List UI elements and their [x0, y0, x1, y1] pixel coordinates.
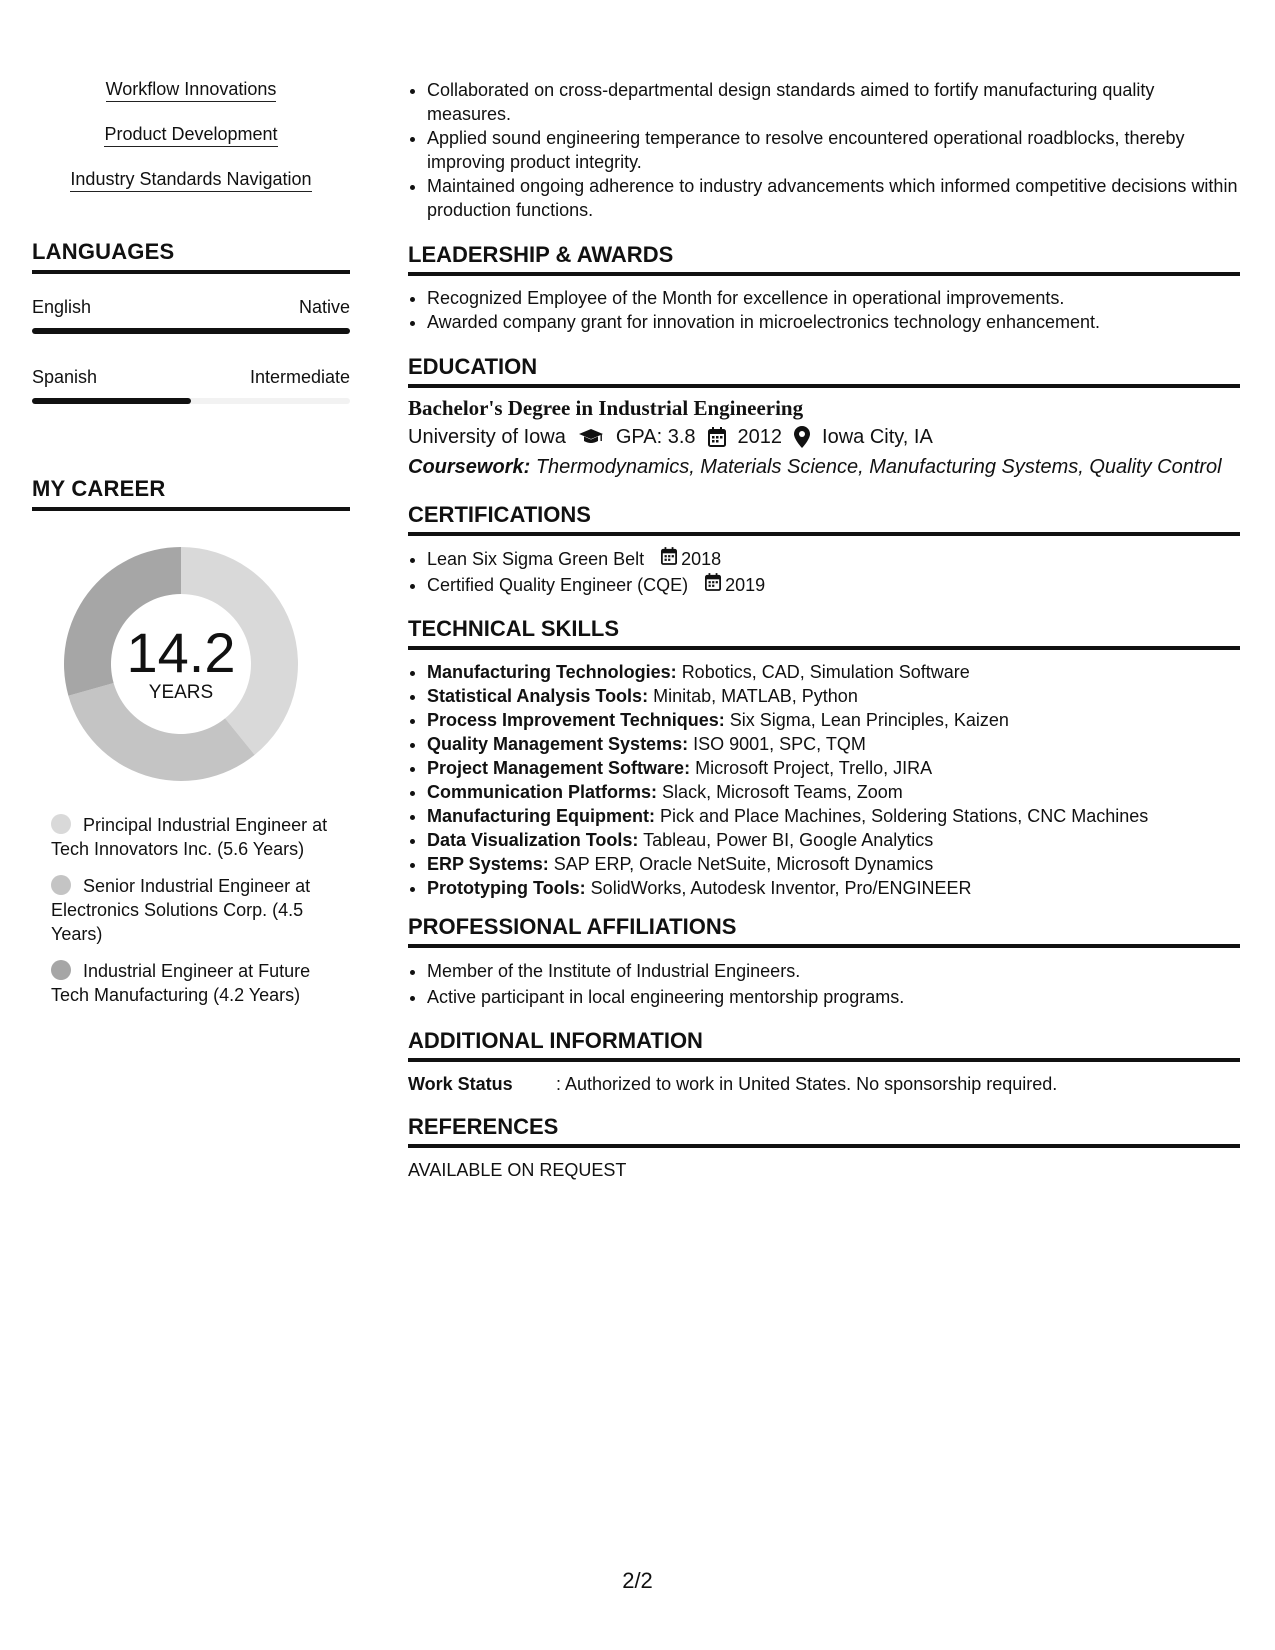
skill-category-label: Manufacturing Technologies: — [427, 662, 677, 682]
technical-skill-item — [427, 732, 1240, 756]
list-item: • Active participant in local engineering mentorship programs. — [427, 984, 1240, 1010]
section-heading: REFERENCES — [408, 1114, 1240, 1148]
career-total: 14.2 — [126, 621, 236, 684]
skill-category-label: ERP Systems: — [427, 854, 549, 874]
language-level: Intermediate — [249, 367, 350, 387]
skill-category-value: Pick and Place Machines, Soldering Stations, CNC Machines — [660, 806, 1149, 826]
skill-category-label: Statistical Analysis Tools: — [427, 686, 649, 706]
language-row — [32, 296, 350, 334]
affiliations-section — [408, 914, 1240, 1010]
career-legend-label: Principal Industrial Engineer at Tech Innovators Inc. (5.6 Years) — [51, 815, 328, 859]
education-details — [408, 422, 1240, 452]
skill-category-value: Six Sigma, Lean Principles, Kaizen — [729, 710, 1009, 730]
career-unit: YEARS — [148, 682, 214, 703]
skill-category-label: Manufacturing Equipment: — [427, 806, 655, 826]
legend-dot — [51, 875, 71, 895]
donut-center — [56, 539, 306, 789]
graduation-year: 2012 — [737, 426, 783, 448]
skill-category-label: Project Management Software: — [427, 758, 691, 778]
legend-dot — [51, 960, 71, 980]
work-status-row — [408, 1072, 1240, 1096]
career-legend-label: Industrial Engineer at Future Tech Manufacturing (4.2 Years) — [51, 961, 311, 1005]
list-item: • Awarded company grant for innovation in microelectronics technology enhancement. — [427, 310, 1240, 334]
career-section — [32, 476, 350, 1007]
list-item: • Maintained ongoing adherence to industry advancements which informed competitive decisions within production functions. — [427, 174, 1240, 222]
coursework-list: Thermodynamics, Materials Science, Manufacturing Systems, Quality Control — [535, 456, 1222, 478]
skill-tag: Workflow Innovations — [106, 78, 277, 102]
certification-year: 2019 — [725, 575, 766, 595]
career-legend-item — [51, 959, 336, 1007]
skill-tags — [32, 78, 350, 213]
technical-skill-item — [427, 660, 1240, 684]
references-section — [408, 1114, 1240, 1182]
skill-category-value: Tableau, Power BI, Google Analytics — [643, 830, 934, 850]
references-text: AVAILABLE ON REQUEST — [408, 1160, 627, 1180]
section-heading: CERTIFICATIONS — [408, 502, 1240, 536]
technical-skills-section — [408, 616, 1240, 900]
list-item: • Member of the Institute of Industrial Engineers. — [427, 958, 1240, 984]
additional-info-section — [408, 1028, 1240, 1096]
main-content — [408, 78, 1240, 1182]
coursework — [408, 452, 1240, 482]
technical-skill-item — [427, 804, 1240, 828]
certification-name: Lean Six Sigma Green Belt — [427, 549, 645, 569]
certifications-section — [408, 502, 1240, 598]
section-heading: TECHNICAL SKILLS — [408, 616, 1240, 650]
list-item: • Collaborated on cross-departmental design standards aimed to fortify manufacturing quality measures. — [427, 78, 1240, 126]
degree-title: Bachelor's Degree in Industrial Engineering — [408, 396, 804, 420]
sidebar — [32, 78, 350, 1020]
skill-category-value: Minitab, MATLAB, Python — [653, 686, 858, 706]
language-bar-fill — [32, 328, 350, 334]
language-name: Spanish — [32, 367, 98, 387]
skill-category-value: Slack, Microsoft Teams, Zoom — [662, 782, 903, 802]
calendar-icon — [705, 572, 725, 598]
map-pin-icon — [794, 426, 810, 448]
languages-section — [32, 239, 350, 404]
school-location: Iowa City, IA — [822, 426, 933, 448]
coursework-label: Coursework: — [408, 456, 531, 478]
page-number: 2/2 — [622, 1568, 653, 1593]
education-section — [408, 354, 1240, 482]
leadership-section — [408, 242, 1240, 334]
calendar-icon — [661, 546, 681, 572]
technical-skill-item — [427, 828, 1240, 852]
experience-bullets — [408, 78, 1240, 222]
career-legend-item — [51, 874, 336, 946]
list-item — [427, 546, 1240, 572]
skill-category-label: Data Visualization Tools: — [427, 830, 639, 850]
technical-skill-item — [427, 876, 1240, 900]
language-row — [32, 366, 350, 404]
career-donut — [32, 511, 350, 791]
skill-tag: Industry Standards Navigation — [70, 168, 311, 192]
language-bar-fill — [32, 398, 191, 404]
technical-skills-list — [408, 660, 1240, 900]
technical-skill-item — [427, 780, 1240, 804]
skill-category-value: Microsoft Project, Trello, JIRA — [695, 758, 933, 778]
skill-category-value: Robotics, CAD, Simulation Software — [681, 662, 970, 682]
certification-name: Certified Quality Engineer (CQE) — [427, 575, 689, 595]
section-heading: ADDITIONAL INFORMATION — [408, 1028, 1240, 1062]
skill-category-label: Prototyping Tools: — [427, 878, 586, 898]
language-name: English — [32, 297, 92, 317]
technical-skill-item — [427, 708, 1240, 732]
list-item — [427, 572, 1240, 598]
gpa: GPA: 3.8 — [615, 426, 696, 448]
graduation-cap-icon — [578, 428, 604, 446]
career-legend-label: Senior Industrial Engineer at Electronics Solutions Corp. (4.5 Years) — [51, 876, 311, 944]
work-status-value: : Authorized to work in United States. No sponsorship required. — [556, 1074, 1058, 1094]
career-heading: MY CAREER — [32, 476, 350, 511]
work-status-label: Work Status — [408, 1074, 513, 1094]
technical-skill-item — [427, 756, 1240, 780]
section-heading: PROFESSIONAL AFFILIATIONS — [408, 914, 1240, 948]
languages-heading: LANGUAGES — [32, 239, 350, 274]
list-item: • Recognized Employee of the Month for excellence in operational improvements. — [427, 286, 1240, 310]
section-heading: EDUCATION — [408, 354, 1240, 388]
school-name: University of Iowa — [408, 426, 566, 448]
skill-category-label: Communication Platforms: — [427, 782, 658, 802]
certification-year: 2018 — [681, 549, 722, 569]
language-bar — [32, 328, 350, 334]
language-level: Native — [298, 297, 350, 317]
legend-dot — [51, 814, 71, 834]
skill-category-value: SAP ERP, Oracle NetSuite, Microsoft Dynamics — [553, 854, 934, 874]
skill-category-value: ISO 9001, SPC, TQM — [693, 734, 866, 754]
skill-category-label: Process Improvement Techniques: — [427, 710, 725, 730]
skill-category-label: Quality Management Systems: — [427, 734, 689, 754]
career-legend — [32, 813, 350, 1007]
technical-skill-item — [427, 684, 1240, 708]
skill-tag: Product Development — [104, 123, 277, 147]
calendar-icon — [708, 427, 726, 447]
section-heading: LEADERSHIP & AWARDS — [408, 242, 1240, 276]
language-bar — [32, 398, 350, 404]
career-legend-item — [51, 813, 336, 861]
skill-category-value: SolidWorks, Autodesk Inventor, Pro/ENGINEER — [590, 878, 972, 898]
technical-skill-item — [427, 852, 1240, 876]
list-item: • Applied sound engineering temperance to resolve encountered operational roadblocks, thereby improving product integrity. — [427, 126, 1240, 174]
